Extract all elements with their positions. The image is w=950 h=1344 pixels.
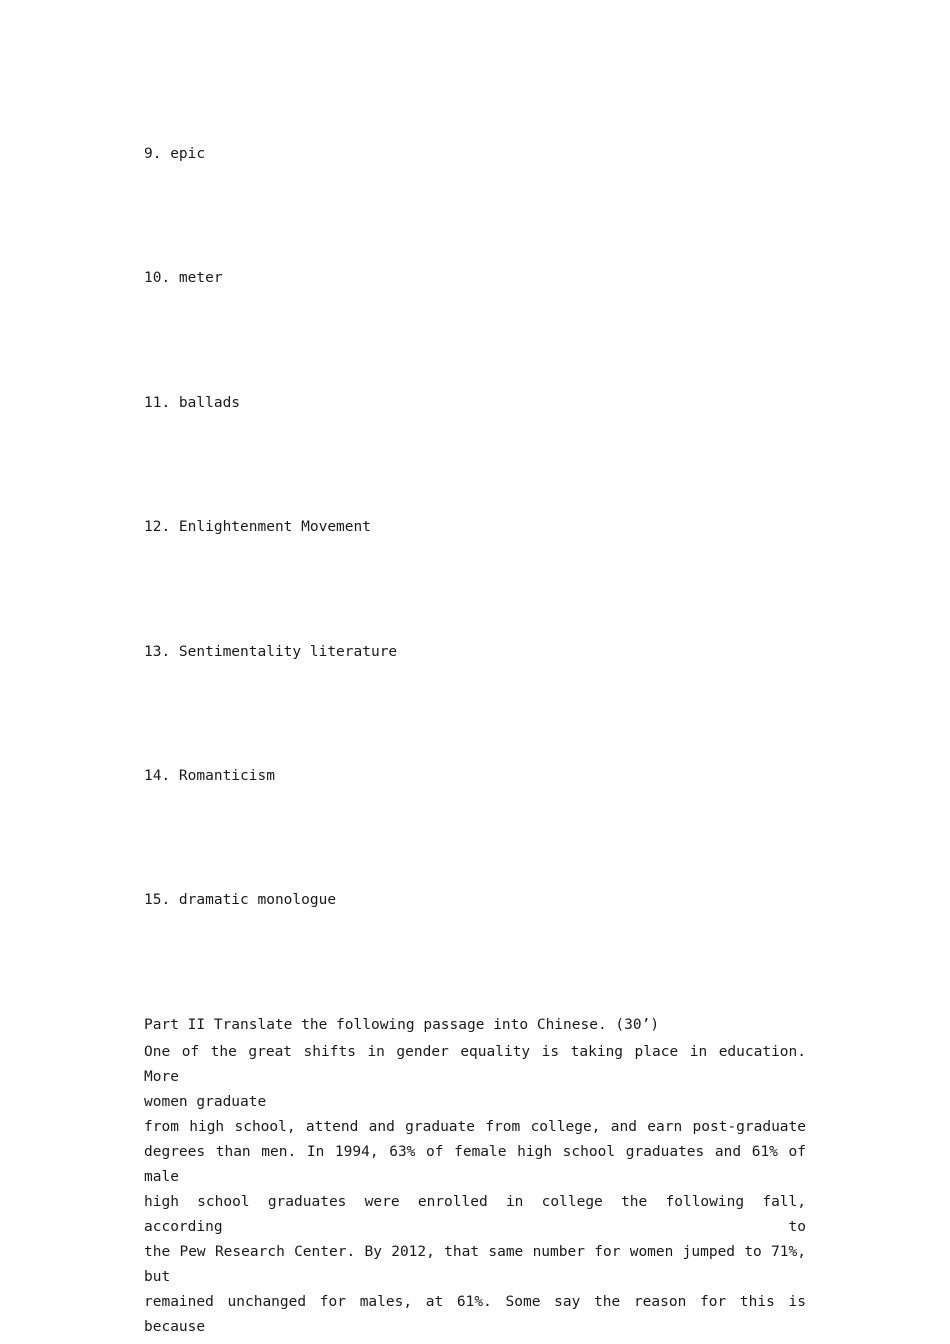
translation-passage [144,1040,806,1340]
passage-line: from high school, attend and graduate from college, and earn post-graduate [144,1119,806,1135]
passage-line: high school graduates were enrolled in college the following fall, according to [144,1194,806,1235]
term-item: 12. Enlightenment Movement [144,519,371,535]
passage-line: degrees than men. In 1994, 63% of female high school graduates and 61% of male [144,1144,806,1185]
term-item: 15. dramatic monologue [144,892,337,908]
passage-line: remained unchanged for males, at 61%. Some say the reason for this is because [144,1294,806,1335]
term-item: 14. Romanticism [144,768,275,784]
term-item: 10. meter [144,270,223,286]
term-item: 11. ballads [144,395,241,411]
term-item: 13. Sentimentality literature [144,644,398,660]
term-item: 9. epic [144,146,206,162]
passage-line: women graduate [144,1094,267,1110]
passage-line: the Pew Research Center. By 2012, that same number for women jumped to 71%, but [144,1244,806,1285]
section-heading: Part II Translate the following passage into Chinese. (30’) [144,1017,660,1033]
passage-line: One of the great shifts in gender equality is taking place in education. More [144,1044,806,1085]
